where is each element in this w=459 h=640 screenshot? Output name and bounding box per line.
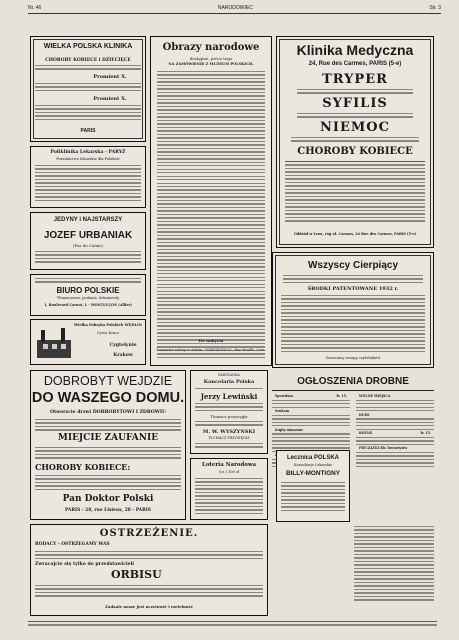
ad-address: PARIS - 28, rue Lisieux, 28 - PARIS xyxy=(65,508,151,513)
ad-address: 24, Rue des Carmes, PARIS (5-e) xyxy=(308,61,402,67)
ad-biuro-polskie xyxy=(30,274,146,316)
ad-kancelaria-polska xyxy=(190,370,268,454)
ad-niemoc: NIEMOC xyxy=(320,120,390,135)
ad-name: Jerzy Lewiński xyxy=(200,392,258,401)
ad-title: Wszyscy Cierpiący xyxy=(307,260,399,271)
ad-tryper: TRYPER xyxy=(322,72,388,87)
masthead-title: NARODOWIEC xyxy=(217,5,253,11)
ad-title: WIELKA POLSKA KLINIKA xyxy=(43,43,133,50)
page-number: Str. 3 xyxy=(429,5,441,11)
classified-heading: KURS xyxy=(359,412,370,417)
ad-line-2: Zwracajcie się tylko do przedstawicieli xyxy=(35,562,135,567)
ad-subtitle: dostępne, prócz tego xyxy=(189,56,233,61)
ad-choroby: CHOROBY KOBIECE xyxy=(297,146,413,157)
ad-loteria-narodowa xyxy=(190,458,268,520)
classified-heading: RÓŻNE. fr. 15. xyxy=(359,431,431,436)
ad-sub: (cz.) 100 zł xyxy=(218,470,240,474)
ad-promient-b: Promient X. xyxy=(93,96,127,102)
ad-sub: Tłumaczenia, podania, dokumenty xyxy=(56,296,120,300)
page-header xyxy=(28,3,441,14)
footer-fine-print xyxy=(28,621,437,628)
ad-syfilis: SYFILIS xyxy=(322,96,388,111)
ad-headline-2: DO WASZEGO DOMU. xyxy=(31,390,185,406)
ad-title: Loteria Narodowa xyxy=(202,462,256,468)
ad-line-1: RODACY - OSTRZEGAMY WAS xyxy=(35,542,110,547)
ad-title: OSTRZEŻENIE. xyxy=(99,528,199,539)
ad-title: JEDYNY i NAJSTARSZY xyxy=(53,217,123,223)
factory-illustration xyxy=(35,326,73,360)
ad-sub: Otworzcie drzwi DOBROBYTOWI I ZDROWIU xyxy=(49,410,167,415)
classified-heading: WOLNE MIEJSCA xyxy=(359,394,391,398)
classified-heading: Sprzedam. fr. 15. xyxy=(275,394,347,398)
ad-city-1: Cygtelynie xyxy=(109,343,137,348)
ad-promient-a: Promient X. xyxy=(93,74,127,80)
ad-choroby: CHOROBY KOBIECE: xyxy=(35,462,131,472)
ad-poliklinika xyxy=(30,146,146,208)
ad-footer: Oddział w Lens, róg ul. Carmes, 24 Rue des Carmes, PARIS (5-e) xyxy=(293,232,417,236)
classified-heading: PIECZĄTKI dla Towarzystw xyxy=(359,446,408,451)
ad-sub: TŁUMACZ PRZYSIĘGŁY xyxy=(208,436,250,440)
ad-name-2: M. W. WYSZYŃSKI xyxy=(202,429,256,435)
issue-number: Nr. 46 xyxy=(28,5,42,11)
ad-jozef-urbaniak xyxy=(30,212,146,270)
ad-dobrobyt xyxy=(30,370,186,520)
ad-name: JOZEF URBANIAK xyxy=(43,230,133,241)
ad-lecznica-polska xyxy=(276,450,350,522)
classified-heading: Szukam xyxy=(275,409,290,414)
ad-wielka-polska-klinika xyxy=(30,36,146,142)
ad-wszyscy-cierpiacy xyxy=(272,252,434,368)
ad-title: BIURO POLSKIE xyxy=(56,286,120,295)
ad-title: Obrazy narodowe xyxy=(162,42,260,53)
ad-name: BILLY-MONTIGNY xyxy=(285,470,341,477)
ad-footer: Zadanie nasze jest uczciwość i rzetelność xyxy=(105,604,193,609)
ad-fabryka-wedlin xyxy=(30,319,146,365)
ad-headline-1: DOBROBYT WEJDZIE xyxy=(43,374,173,388)
ad-sub: ŚRODKI PATENTOWANE 1932 r. xyxy=(307,286,399,292)
ad-doctor: Pan Doktor Polski xyxy=(62,494,154,504)
classifieds-continued xyxy=(354,524,434,616)
ad-title: Lecznica POLSKA xyxy=(286,455,339,461)
ad-line: Poradnictwo lekarskie dla Polaków xyxy=(56,157,120,161)
ad-city: PARIS xyxy=(80,128,96,134)
ad-footer: Zamawiać należy w Admin. "NARODOWCA", Rue Bouille, Lens. xyxy=(156,348,266,352)
ad-obrazy-narodowe xyxy=(150,36,272,366)
ad-sub: Konsultacje Lekarskie xyxy=(294,463,332,467)
ad-mid: Tłumacz przysięgły xyxy=(210,414,248,419)
ad-footer-note: Do nabycia xyxy=(198,338,224,343)
ad-sub: Cyrus Kracz xyxy=(96,331,120,335)
ad-title: Kancelaria Polska xyxy=(203,379,255,385)
ad-line: CHOROBY KOBIECE i DZIECIĘCE xyxy=(45,58,131,63)
ad-sub: (Pas de Calais) xyxy=(73,243,103,248)
classified-heading: Kupię mięszane xyxy=(275,427,304,432)
ad-klinika-medyczna xyxy=(276,36,434,248)
ad-city-2: Krakow xyxy=(113,353,133,358)
ad-orbis: ORBISU xyxy=(111,568,162,581)
ad-sub-2: Zwracamy uwagę czytelników xyxy=(325,356,381,360)
ad-address: 1, Boulevard Carnot, L - MONTLUÇON (Allier) xyxy=(44,303,132,307)
ad-title: Wielka Fabryka Polskich WĘDLIN xyxy=(74,323,142,327)
classifieds-title: OGŁOSZENIA DROBNE xyxy=(297,376,409,387)
ad-tag: PARYŻANKA xyxy=(218,373,240,377)
ad-miejcie: MIEJCIE ZAUFANIE xyxy=(57,433,159,443)
ad-subtitle-2: NA ZAMÓWIENIE Z MUZEUM POLSKICH. xyxy=(168,62,254,66)
ad-title: Klinika Medyczna xyxy=(296,42,414,58)
ad-ostrzezenie xyxy=(30,524,268,616)
ad-title: Poliklinika Lekarska - PARYŻ xyxy=(50,150,126,155)
